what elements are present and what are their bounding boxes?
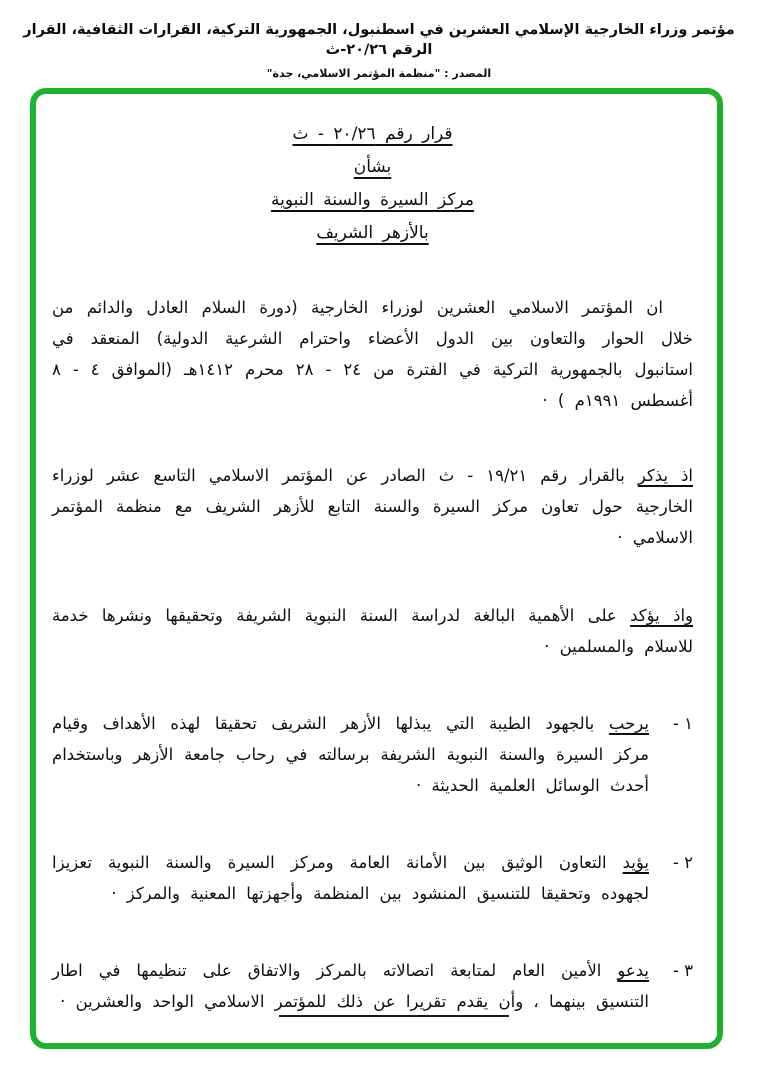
item-text — [52, 955, 649, 1017]
item-body-text: الأمين العام لمتابعة اتصالاته بالمركز والاتفاق على تنظيمها في اطار التنسيق بينهما ، وأن يقدم تقريرا عن ذلك للمؤتمر الاسلامي الواحد والعشرين · — [52, 961, 649, 1011]
resolution-number-title: قرار رقم ٢٠/٢٦ - ث — [292, 124, 453, 144]
list-item-3 — [52, 955, 693, 1017]
source-line: المصدر : "منظمة المؤتمر الاسلامي، جدة" — [266, 67, 492, 80]
item-body-text: التعاون الوثيق بين الأمانة العامة ومركز السيرة والسنة النبوية تعزيزا لجهوده وتحقيقا للتنسيق المنشود بين المنظمة وأجهزتها المعنية والمركز · — [52, 853, 649, 903]
title-regarding: بشأن — [353, 157, 392, 177]
preamble-paragraph-1 — [52, 292, 693, 416]
document-frame — [30, 88, 723, 1049]
title-subject: مركز السيرة والسنة النبوية — [271, 190, 474, 210]
list-item-2 — [52, 847, 693, 909]
item-lead: يدعو — [617, 961, 649, 980]
paragraph-text: ان المؤتمر الاسلامي العشرين لوزراء الخارجية (دورة السلام العادل والدائم من خلال الحوار والتعاون بين الدول الأعضاء واحترام الشرعية الدولية) المنعقد في استانبول بالجمهورية التركية في الفترة من ٢٤ - ٢٨ محرم ١٤١٢هـ (الموافق ٤ - ٨ أغسطس ١٩٩١م ) · — [52, 298, 693, 410]
item-number: ٣ - — [672, 961, 693, 980]
list-item-1 — [52, 708, 693, 801]
page-header — [8, 20, 750, 80]
bottom-divider-line — [279, 1015, 509, 1017]
preamble-paragraph-2 — [52, 460, 693, 553]
paragraph-text: بالقرار رقم ١٩/٢١ - ث الصادر عن المؤتمر الاسلامي التاسع عشر لوزراء الخارجية حول تعاون مركز السيرة والسنة التابع للأزهر الشريف مع منظمة المؤتمر الاسلامي · — [52, 466, 693, 547]
item-lead: يرحب — [608, 714, 649, 733]
item-text — [52, 708, 649, 801]
item-number: ١ - — [672, 714, 693, 733]
paragraph-lead: واذ يؤكد — [630, 606, 693, 625]
paragraph-text: على الأهمية البالغة لدراسة السنة النبوية الشريفة وتحقيقها ونشرها خدمة للاسلام والمسلمين · — [52, 606, 693, 656]
document-caption: مؤتمر وزراء الخارجية الإسلامي العشرين في اسطنبول، الجمهورية التركية، القرارات الثقافية، القرار الرقم ٢٠/٢٦-ث — [23, 22, 735, 58]
item-number: ٢ - — [672, 853, 693, 872]
preamble-paragraph-3 — [52, 600, 693, 662]
title-subject-2: بالأزهر الشريف — [316, 223, 429, 243]
item-text — [52, 847, 649, 909]
paragraph-lead: اذ يذكر — [637, 466, 693, 485]
title-block — [52, 118, 693, 250]
item-body-text: بالجهود الطيبة التي يبذلها الأزهر الشريف تحقيقا لهذه الأهداف وقيام مركز السيرة والسنة النبوية الشريفة برسالته في رحاب جامعة الأزهر وباستخدام أحدث الوسائل العلمية الحديثة · — [52, 714, 649, 795]
item-lead: يؤيد — [622, 853, 649, 872]
